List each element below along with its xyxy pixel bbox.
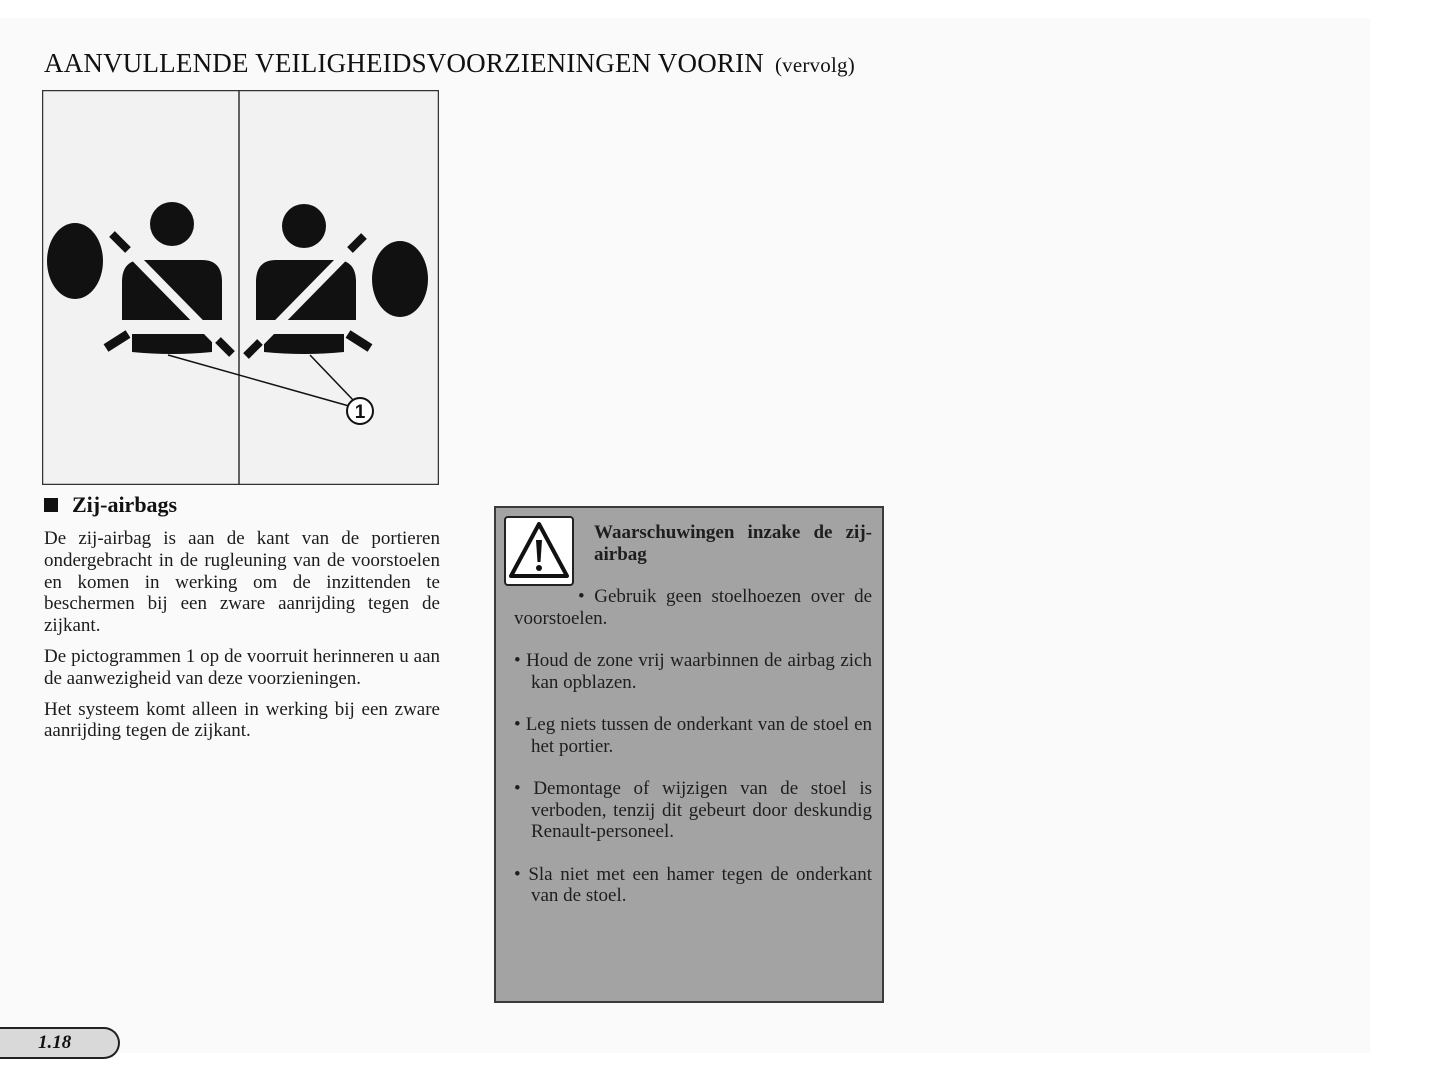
- warning-item: [514, 586, 872, 629]
- manual-page: [0, 18, 1370, 1053]
- right-passenger-head: [282, 204, 326, 248]
- bullet-icon: •: [514, 714, 521, 735]
- airbag-pictogram-figure: [42, 90, 439, 485]
- bullet-icon: •: [514, 778, 521, 799]
- left-airbag-ellipse: [47, 223, 103, 299]
- page-number-tab: [0, 1027, 120, 1059]
- warning-triangle-icon: [504, 516, 574, 586]
- warning-title: Waarschuwingen inzake de zij-airbag: [594, 522, 872, 565]
- section-body: [44, 528, 440, 751]
- section-heading-text: Zij-airbags: [72, 492, 178, 517]
- page-title: [44, 48, 855, 79]
- left-passenger-head: [150, 202, 194, 246]
- warning-item: [514, 778, 872, 843]
- side-airbag-illustration: [42, 90, 439, 485]
- square-bullet-icon: [44, 498, 58, 512]
- warning-item-text: Gebruik geen stoelhoezen over de voorstoelen.: [514, 586, 873, 629]
- bullet-icon: •: [578, 586, 585, 607]
- warning-triangle-svg: [506, 518, 572, 584]
- warning-item-text: Houd de zone vrij waarbinnen de airbag zich kan opblazen.: [526, 650, 872, 693]
- left-seat-base: [132, 334, 212, 354]
- body-paragraph: De zij-airbag is aan de kant van de portieren ondergebracht in de rugleuning van de voorstoelen en komen in werking om de inzittenden te beschermen bij een zware aanrijding tegen de zijkant.: [44, 528, 440, 637]
- callout-number: 1: [354, 402, 366, 423]
- page-title-continued: (vervolg): [774, 53, 855, 77]
- warning-box: [494, 506, 884, 1003]
- body-paragraph: De pictogrammen 1 op de voorruit herinneren u aan de aanwezigheid van deze voorzieningen.: [44, 645, 440, 689]
- section-heading: [44, 492, 177, 518]
- warning-item-text: Sla niet met een hamer tegen de onderkant van de stoel.: [528, 863, 873, 906]
- page-title-main: AANVULLENDE VEILIGHEIDSVOORZIENINGEN VOORIN: [44, 48, 764, 78]
- warning-item: [514, 650, 872, 693]
- right-seat-base: [264, 334, 344, 354]
- warning-item: [514, 714, 872, 757]
- body-paragraph: Het systeem komt alleen in werking bij een zware aanrijding tegen de zijkant.: [44, 698, 440, 742]
- right-airbag-ellipse: [372, 241, 428, 317]
- warning-list: [514, 586, 872, 928]
- page-number: 1.18: [38, 1032, 72, 1053]
- bullet-icon: •: [514, 863, 521, 885]
- warning-item-text: Leg niets tussen de onderkant van de stoel en het portier.: [525, 714, 873, 757]
- warning-item-text: Demontage of wijzigen van de stoel is verboden, tenzij dit gebeurt door deskundig Renault-personeel.: [531, 778, 872, 842]
- bullet-icon: •: [514, 650, 521, 671]
- warning-item: [514, 864, 872, 907]
